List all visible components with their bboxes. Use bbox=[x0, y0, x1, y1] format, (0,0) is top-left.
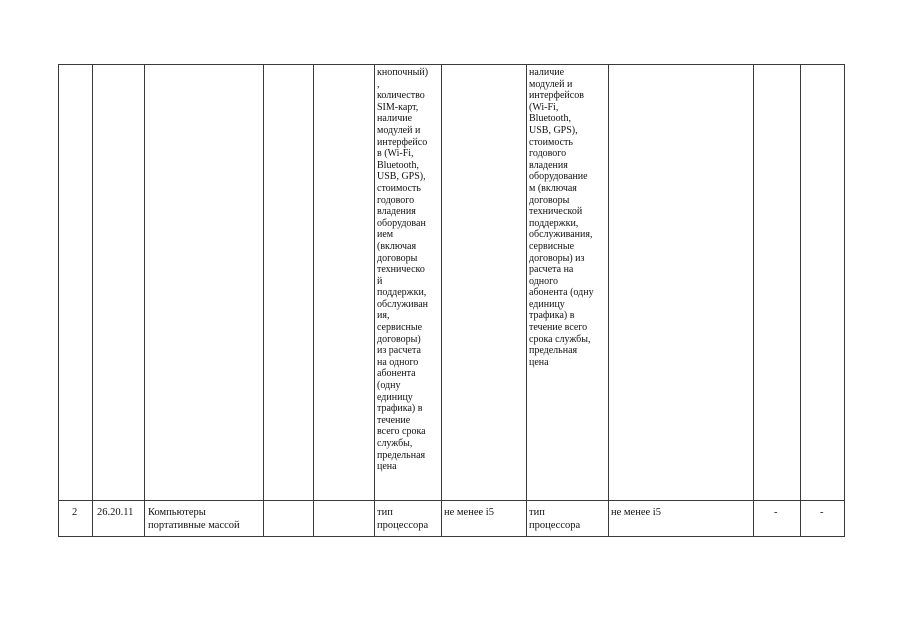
characteristic-value-2: не менее i5 bbox=[611, 507, 661, 518]
column-divider bbox=[313, 64, 314, 537]
column-divider bbox=[753, 64, 754, 537]
item-name: Компьютеры портативные массой bbox=[148, 507, 240, 531]
characteristic-name-cell-1: кнопочный) , количество SIM-карт, наличие модулей и интерфейсо в (Wi-Fi, Bluetooth, USB, GPS), стоимость годового владения оборудован ием (включая договоры техническо й поддержки, обслуживан ия, сервисные договоры) из расчета на одного абонента (одну единицу трафика) в течение всего срока службы, предельная цена bbox=[377, 67, 429, 473]
characteristic-name-1: тип процессора bbox=[377, 507, 429, 531]
column-divider bbox=[526, 64, 527, 537]
column-divider bbox=[608, 64, 609, 537]
row-number: 2 bbox=[72, 507, 78, 518]
column-divider bbox=[92, 64, 93, 537]
row-divider bbox=[58, 500, 845, 501]
column-divider bbox=[441, 64, 442, 537]
row-divider bbox=[58, 64, 845, 65]
column-divider bbox=[374, 64, 375, 537]
characteristic-name-2: тип процессора bbox=[529, 507, 581, 531]
dash-cell-1: - bbox=[774, 507, 778, 518]
okpd-code: 26.20.11 bbox=[97, 507, 134, 518]
dash-cell-2: - bbox=[820, 507, 824, 518]
column-divider bbox=[144, 64, 145, 537]
characteristic-value-1: не менее i5 bbox=[444, 507, 494, 518]
row-divider bbox=[58, 536, 845, 537]
column-divider bbox=[844, 64, 845, 537]
column-divider bbox=[58, 64, 59, 537]
column-divider bbox=[800, 64, 801, 537]
column-divider bbox=[263, 64, 264, 537]
characteristic-name-cell-2: наличие модулей и интерфейсов (Wi-Fi, Bluetooth, USB, GPS), стоимость годового владения оборудование м (включая договоры технической поддержки, обслуживания, сервисные договоры) из расчета на одного абонента (одну единицу трафика) в течение всего срока службы, предельная цена bbox=[529, 67, 594, 368]
